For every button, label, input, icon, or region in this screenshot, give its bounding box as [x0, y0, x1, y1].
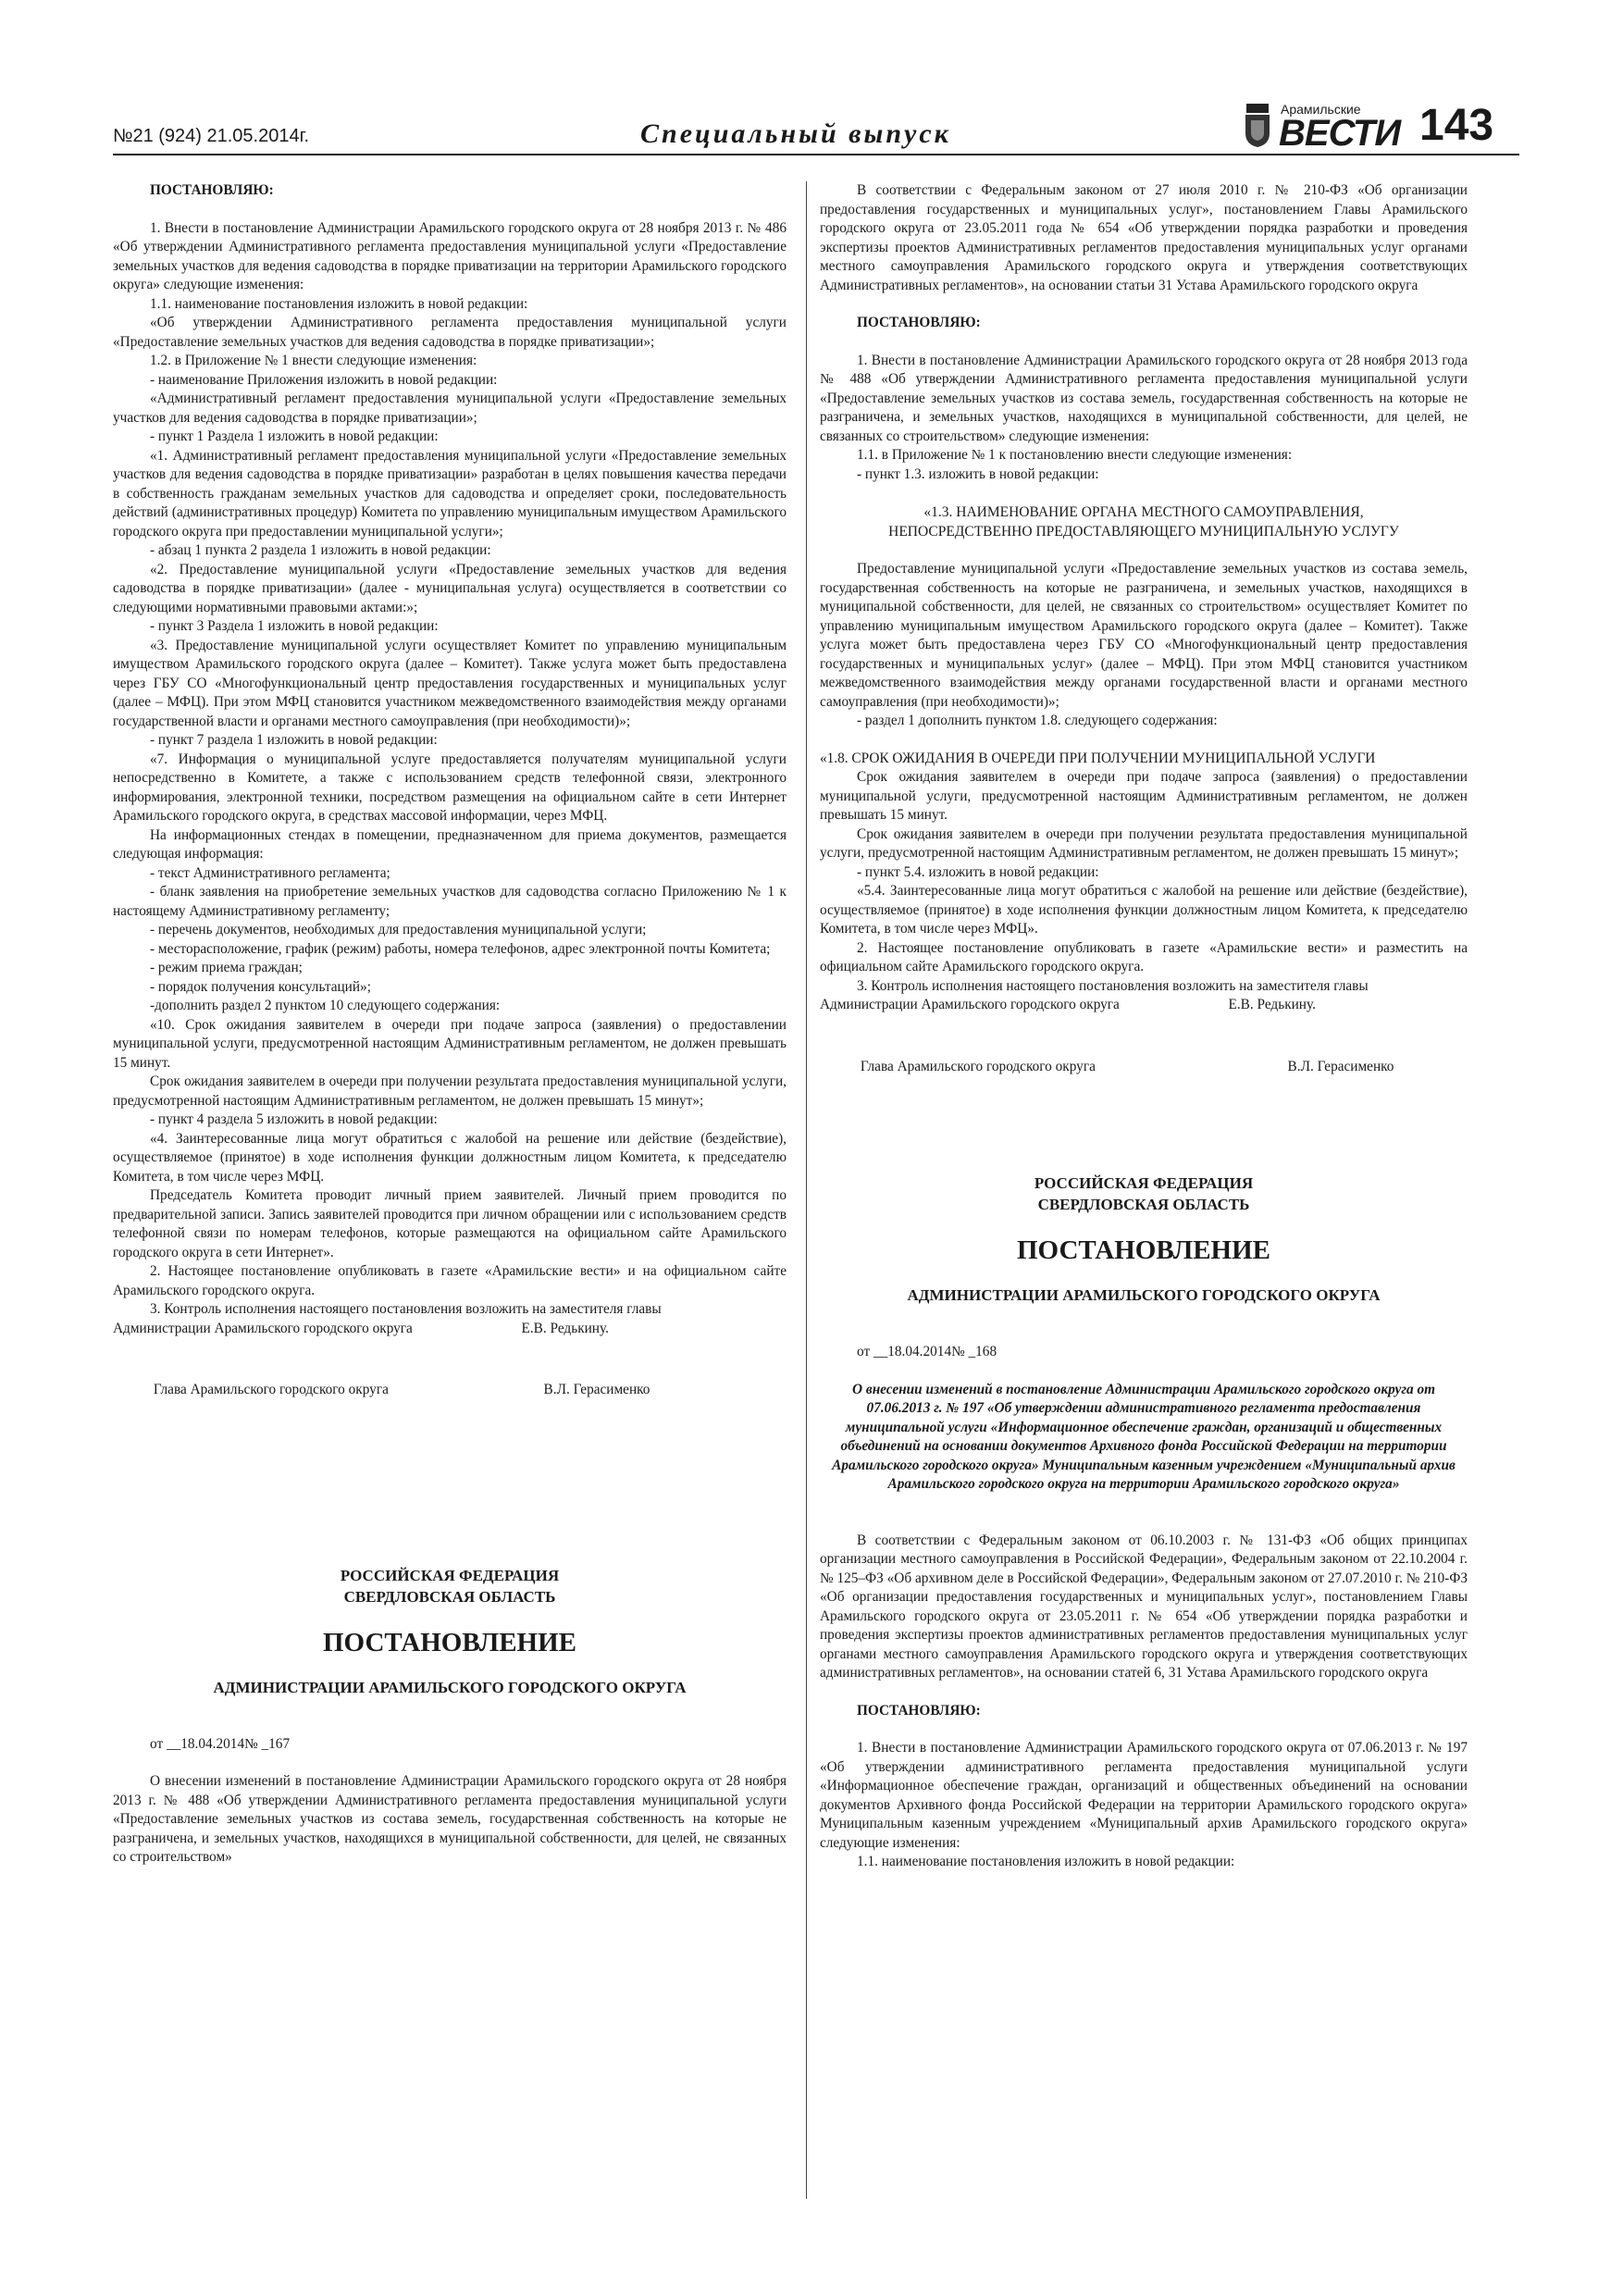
document-subject: О внесении изменений в постановление Администрации Арамильского городского округа от 07.06.2013 г. № 197 «Об утверждении административного регламента предоставления муниципальной услуги «Информационное обеспечение граждан, организаций и общественных объединений на основании документов Архивного фонда Российской Федерации на территории Арамильского городского округа» Муниципальным казенным учреждением «Муниципальный архив Арамильского городского округа на территории Арамильского городского округа» — [832, 1381, 1456, 1492]
paragraph: «7. Информация о муниципальной услуге предоставляется получателям муниципальной услуги непосредственно в Комитете, а также с использованием средств телефонной связи, электронного информирования, электронной техники, посредством размещения на официальном сайте в сети Интернет Арамильского городского округа, в средствах массовой информации, через МФЦ. — [113, 751, 787, 824]
paragraph: - наименование Приложения изложить в новой редакции: — [150, 371, 498, 388]
paragraph: На информационных стендах в помещении, предназначенном для приема документов, размещается следующая информация: — [113, 826, 787, 862]
right-column — [820, 181, 1468, 1872]
signature-line — [820, 1058, 1468, 1077]
coat-of-arms-icon — [1244, 102, 1271, 148]
paragraph: «Административный регламент предоставления муниципальной услуги «Предоставление земельных участков для ведения садоводства в порядке приватизации»; — [113, 391, 787, 426]
deputy-name: Е.В. Редькину. — [1228, 997, 1316, 1012]
admin-line-text: Администрации Арамильского городского округа — [113, 1320, 413, 1336]
paragraph: 3. Контроль исполнения настоящего постановления возложить на заместителя главы — [857, 977, 1369, 994]
newspaper-logo — [1244, 102, 1410, 154]
paragraph: «4. Заинтересованные лица могут обратиться с жалобой на решение или действие (бездействие), осуществляемое (принятое) в ходе исполнения функции должностным лицом Комитета, к председателю Комитета, в том числе через МФЦ. — [113, 1130, 787, 1185]
signature-name: В.Л. Герасименко — [1287, 1058, 1394, 1074]
section-heading: «1.3. НАИМЕНОВАНИЕ ОРГАНА МЕСТНОГО САМОУПРАВЛЕНИЯ, — [923, 504, 1364, 520]
paragraph: - абзац 1 пункта 2 раздела 1 изложить в новой редакции: — [150, 542, 491, 558]
paragraph: В соответствии с Федеральным законом от 06.10.2003 г. № 131-ФЗ «Об общих принципах организации местного самоуправления в Российской Федерации», Федеральным законом от 22.10.2004 г. № 125–ФЗ «Об архивном деле в Российской Федерации», Федеральным законом от 27.07.2010 г. № 210-ФЗ «Об организации предоставления государственных и муниципальных услуг», постановлением Главы Арамильского городского округа от 23.05.2011 г. № 654 «Об утверждении порядка разработки и проведения экспертизы проектов административных регламентов предоставления муниципальных услуг органами местного самоуправления Арамильского городского округа и утверждения соответствующих административных регламентов», на основании статей 6, 31 Устава Арамильского городского округа — [820, 1532, 1468, 1681]
page-header — [113, 96, 1519, 157]
paragraph: «5.4. Заинтересованные лица могут обратиться с жалобой на решение или действие (бездействие), осуществляемое (принятое) в ходе исполнения функции должностным лицом Комитета, к председателю Комитета, в том числе через МФЦ». — [820, 883, 1468, 937]
paragraph: - пункт 1 Раздела 1 изложить в новой редакции: — [150, 428, 439, 444]
paragraph: «3. Предоставление муниципальной услуги осуществляет Комитет по управлению муниципальным имуществом Арамильского городского округа (далее – Комитет). Также услуга может быть предоставлена через ГБУ СО «Многофункциональный центр предоставления государственных и муниципальных услуг (далее – МФЦ). При этом МФЦ становится участником межведомственного взаимодействия между органами государственной власти и органами местного самоуправления (при необходимости)»; — [113, 637, 787, 729]
paragraph: - пункт 1.3. изложить в новой редакции: — [857, 465, 1099, 482]
paragraph: Срок ожидания заявителем в очереди при получении результата предоставления муниципальной услуги, предусмотренной настоящим Административным регламентом, не должен превышать 15 минут»; — [113, 1074, 787, 1109]
country-heading: РОССИЙСКАЯ ФЕДЕРАЦИЯ — [1034, 1174, 1254, 1192]
section-heading: «1.8. СРОК ОЖИДАНИЯ В ОЧЕРЕДИ ПРИ ПОЛУЧЕНИИ МУНИЦИПАЛЬНОЙ УСЛУГИ — [820, 750, 1376, 766]
decree-word: ПОСТАНОВЛЯЮ: — [857, 1702, 981, 1719]
paragraph: 2. Настоящее постановление опубликовать в газете «Арамильские вести» и разместить на официальном сайте Арамильского городского округа. — [820, 939, 1468, 974]
deputy-name: Е.В. Редькину. — [521, 1320, 609, 1336]
paragraph: 1.1. наименование постановления изложить в новой редакции: — [857, 1854, 1235, 1869]
document-date: от __18.04.2014№ _168 — [857, 1344, 997, 1359]
admin-line-text: Администрации Арамильского городского округа — [820, 997, 1120, 1012]
paragraph: - перечень документов, необходимых для предоставления муниципальной услуги; — [150, 922, 647, 937]
column-divider — [806, 181, 807, 2199]
region-heading: СВЕРДЛОВСКАЯ ОБЛАСТЬ — [1037, 1196, 1250, 1213]
paragraph: 1.2. в Приложение № 1 внести следующие изменения: — [150, 353, 477, 368]
decree-word: ПОСТАНОВЛЯЮ: — [857, 315, 981, 330]
administration-heading: АДМИНИСТРАЦИИ АРАМИЛЬСКОГО ГОРОДСКОГО ОКРУГА — [213, 1678, 687, 1696]
paragraph: Срок ожидания заявителем в очереди при подаче запроса (заявления) о предоставлении муниципальной услуги, предусмотренной настоящим Административным регламентом, не должен превышать 15 минут. — [820, 769, 1468, 823]
paragraph: - пункт 5.4. изложить в новой редакции: — [857, 863, 1099, 880]
paragraph: - пункт 7 раздела 1 изложить в новой редакции: — [150, 732, 438, 748]
paragraph: - режим приема граждан; — [150, 960, 303, 975]
paragraph: - раздел 1 дополнить пунктом 1.8. следующего содержания: — [857, 713, 1218, 728]
paragraph: Председатель Комитета проводит личный прием заявителей. Личный прием проводится по предварительной записи. Запись заявителей проводится при личном обращении или с использованием средств телефонной связи по номерам телефонов, которые размещаются на официальном сайте Арамильского городского округа в сети Интернет». — [113, 1187, 787, 1260]
paragraph: -дополнить раздел 2 пунктом 10 следующего содержания: — [150, 998, 501, 1013]
paragraph: 3. Контроль исполнения настоящего постановления возложить на заместителя главы — [150, 1301, 662, 1317]
admin-line — [820, 996, 1468, 1015]
signature-position: Глава Арамильского городского округа — [860, 1058, 1096, 1074]
section-heading: НЕПОСРЕДСТВЕННО ПРЕДОСТАВЛЯЮЩЕГО МУНИЦИПАЛЬНУЮ УСЛУГУ — [888, 524, 1399, 540]
header-divider — [113, 154, 1519, 155]
paragraph: - месторасположение, график (режим) работы, номера телефонов, адрес электронной почты Комитета; — [150, 940, 771, 957]
paragraph: 1.1. в Приложение № 1 к постановлению внести следующие изменения: — [857, 447, 1293, 463]
paragraph: 1. Внести в постановление Администрации Арамильского городского округа от 28 ноября 2013 г. № 486 «Об утверждении Административного регламента предоставления муниципальной услуги «Предоставление земельных участков для ведения садоводства в порядке приватизации на территории Арамильского городского округа» следующие изменения: — [113, 219, 787, 292]
document-subject: О внесении изменений в постановление Администрации Арамильского городского округа от 28 ноября 2013 г. № 488 «Об утверждении Административного регламента предоставления муниципальной услуги «Предоставление земельных участков из состава земель, государственная собственность на которые не разграничена, и земельных участков, находящихся в муниципальной собственности, для целей, не связанных со строительством» — [113, 1773, 787, 1865]
paragraph: 1. Внести в постановление Администрации Арамильского городского округа от 07.06.2013 г. № 197 «Об утверждении административного регламента предоставления муниципальной услуги «Информационное обеспечение граждан, организаций и общественных объединений на основании документов Архивного фонда Российской Федерации на территории Арамильского городского округа» Муниципальным казенным учреждением «Муниципальный архив Арамильского городского округа» следующие изменения: — [820, 1740, 1468, 1851]
signature-position: Глава Арамильского городского округа — [153, 1382, 389, 1397]
page-number: 143 — [1419, 101, 1494, 150]
paragraph: 1.1. наименование постановления изложить в новой редакции: — [150, 295, 528, 312]
paragraph: Срок ожидания заявителем в очереди при получении результата предоставления муниципальной услуги, предусмотренной настоящим Административным регламентом, не должен превышать 15 минут»; — [820, 825, 1468, 861]
paragraph: 1. Внести в постановление Администрации Арамильского городского округа от 28 ноября 2013 года № 488 «Об утверждении Административного регламента предоставления муниципальной услуги «Предоставление земельных участков из состава земель, государственная собственность на которые не разграничена, и земельных участков, находящихся в муниципальной собственности, для целей, не связанных со строительством» следующие изменения: — [820, 352, 1468, 444]
decree-word: ПОСТАНОВЛЯЮ: — [150, 182, 274, 198]
paragraph: 2. Настоящее постановление опубликовать в газете «Арамильские вести» и на официальном сайте Арамильского городского округа. — [113, 1263, 787, 1298]
paragraph: - бланк заявления на приобретение земельных участков для садоводства согласно Приложению № 1 к настоящему Административному регламенту; — [113, 884, 787, 919]
document-title: ПОСТАНОВЛЕНИЕ — [322, 1627, 576, 1657]
special-issue-label: Специальный выпуск — [640, 118, 951, 149]
paragraph: - пункт 4 раздела 5 изложить в новой редакции: — [150, 1111, 438, 1127]
paragraph: «1. Административный регламент предоставления муниципальной услуги «Предоставление земельных участков для ведения садоводства в порядке приватизации» разработан в целях повышения качества передачи в собственность гражданам земельных участков для садоводства и определяет сроки, последовательность действий (административных процедур) Комитета по управлению муниципальным имуществом Арамильского городского округа при предоставлении муниципальной услуги»; — [113, 447, 787, 540]
admin-line — [113, 1320, 787, 1339]
issue-info: №21 (924) 21.05.2014г. — [113, 126, 310, 146]
logo-title: ВЕСТИ — [1279, 113, 1401, 154]
document-date: от __18.04.2014№ _167 — [150, 1735, 291, 1752]
left-column — [113, 181, 787, 1868]
paragraph: «2. Предоставление муниципальной услуги «Предоставление земельных участков для ведения садоводства в порядке приватизации» (далее - муниципальная услуга) осуществляется в соответствии со следующими нормативными правовыми актами:»; — [113, 561, 787, 615]
paragraph: - текст Административного регламента; — [150, 864, 390, 881]
country-heading: РОССИЙСКАЯ ФЕДЕРАЦИЯ — [340, 1566, 560, 1584]
paragraph: «Об утверждении Административного регламента предоставления муниципальной услуги «Предоставление земельных участков для ведения садоводства в порядке приватизации»; — [113, 315, 787, 350]
paragraph: В соответствии с Федеральным законом от 27 июля 2010 г. № 210-ФЗ «Об организации предоставления государственных и муниципальных услуг», постановлением Главы Арамильского городского округа от 23.05.2011 года № 654 «Об утверждении порядка разработки и проведения экспертизы проектов Административных регламентов предоставления муниципальных услуг органами местного самоуправления Арамильского городского округа и утверждения соответствующих Административных регламентов», на основании статьи 31 Устава Арамильского городского округа — [820, 182, 1468, 293]
administration-heading: АДМИНИСТРАЦИИ АРАМИЛЬСКОГО ГОРОДСКОГО ОКРУГА — [907, 1286, 1381, 1304]
signature-line — [113, 1381, 787, 1400]
paragraph: Предоставление муниципальной услуги «Предоставление земельных участков из состава земель, государственная собственность на которые не разграничена, и земельных участков, находящихся в муниципальной собственности, для целей, не связанных со строительством» осуществляет Комитет по управлению муниципальным имуществом Арамильского городского округа (далее – Комитет). Также услуга может быть предоставлена через ГБУ СО «Многофункциональный центр предоставления государственных и муниципальных услуг» (далее – МФЦ). При этом МФЦ становится участником межведомственного взаимодействия между органами государственной власти и органами местного самоуправления (при необходимости)»; — [820, 561, 1468, 710]
document-title: ПОСТАНОВЛЕНИЕ — [1016, 1235, 1270, 1265]
region-heading: СВЕРДЛОВСКАЯ ОБЛАСТЬ — [343, 1587, 556, 1606]
paragraph: - пункт 3 Раздела 1 изложить в новой редакции: — [150, 618, 439, 634]
signature-name: В.Л. Герасименко — [543, 1382, 650, 1397]
logo-subtitle: Арамильские — [1281, 102, 1361, 117]
paragraph: - порядок получения консультаций»; — [150, 978, 371, 995]
paragraph: «10. Срок ожидания заявителем в очереди при подаче запроса (заявления) о предоставлении муниципальной услуги, предусмотренной настоящим Административным регламентом, не должен превышать 15 минут. — [113, 1016, 787, 1071]
